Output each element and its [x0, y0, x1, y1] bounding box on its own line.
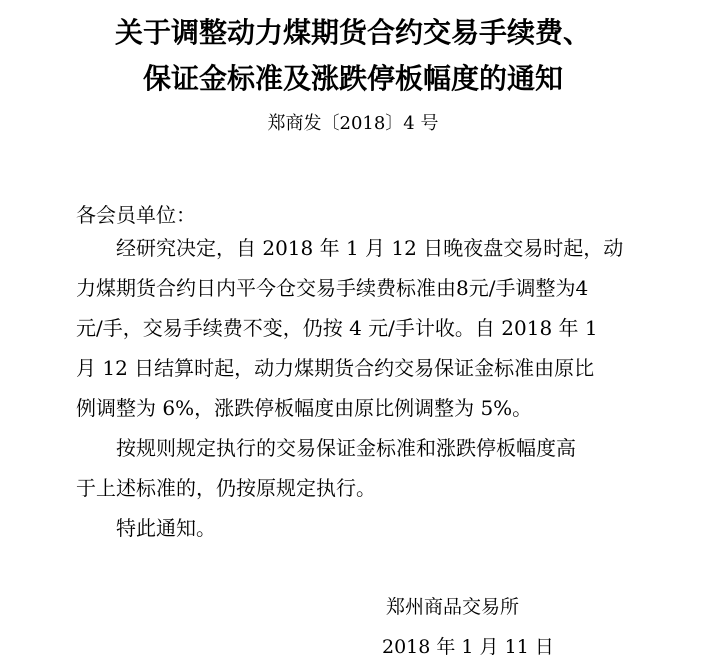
title-line-1: 关于调整动力煤期货合约交易手续费、: [114, 16, 591, 49]
paragraph-line: 月 12 日结算时起，动力煤期货合约交易保证金标准由原比: [76, 356, 595, 380]
signature-organization: 郑州商品交易所: [386, 596, 520, 618]
paragraph-line: 例调整为 6%，涨跌停板幅度由原比例调整为 5%。: [76, 396, 533, 420]
paragraph-line: 经研究决定，自 2018 年 1 月 12 日晚夜盘交易时起，动: [116, 236, 624, 260]
title-line-2: 保证金标准及涨跌停板幅度的通知: [142, 62, 563, 95]
salutation: 各会员单位：: [76, 203, 196, 227]
paragraph-line: 特此通知。: [116, 516, 216, 540]
paragraph-rule: [76, 428, 636, 508]
paragraph-closing: [76, 508, 636, 548]
document-number: 郑商发〔2018〕4 号: [267, 113, 439, 134]
signature-date: 2018 年 1 月 11 日: [382, 636, 554, 658]
paragraph-line: 力煤期货合约日内平今仓交易手续费标准由8元/手调整为4: [76, 276, 589, 300]
paragraph-decision: [76, 228, 636, 428]
paragraph-line: 元/手，交易手续费不变，仍按 4 元/手计收。自 2018 年 1: [76, 316, 598, 340]
paragraph-line: 于上述标准的，仍按原规定执行。: [76, 476, 376, 500]
paragraph-line: 按规则规定执行的交易保证金标准和涨跌停板幅度高: [116, 436, 576, 460]
